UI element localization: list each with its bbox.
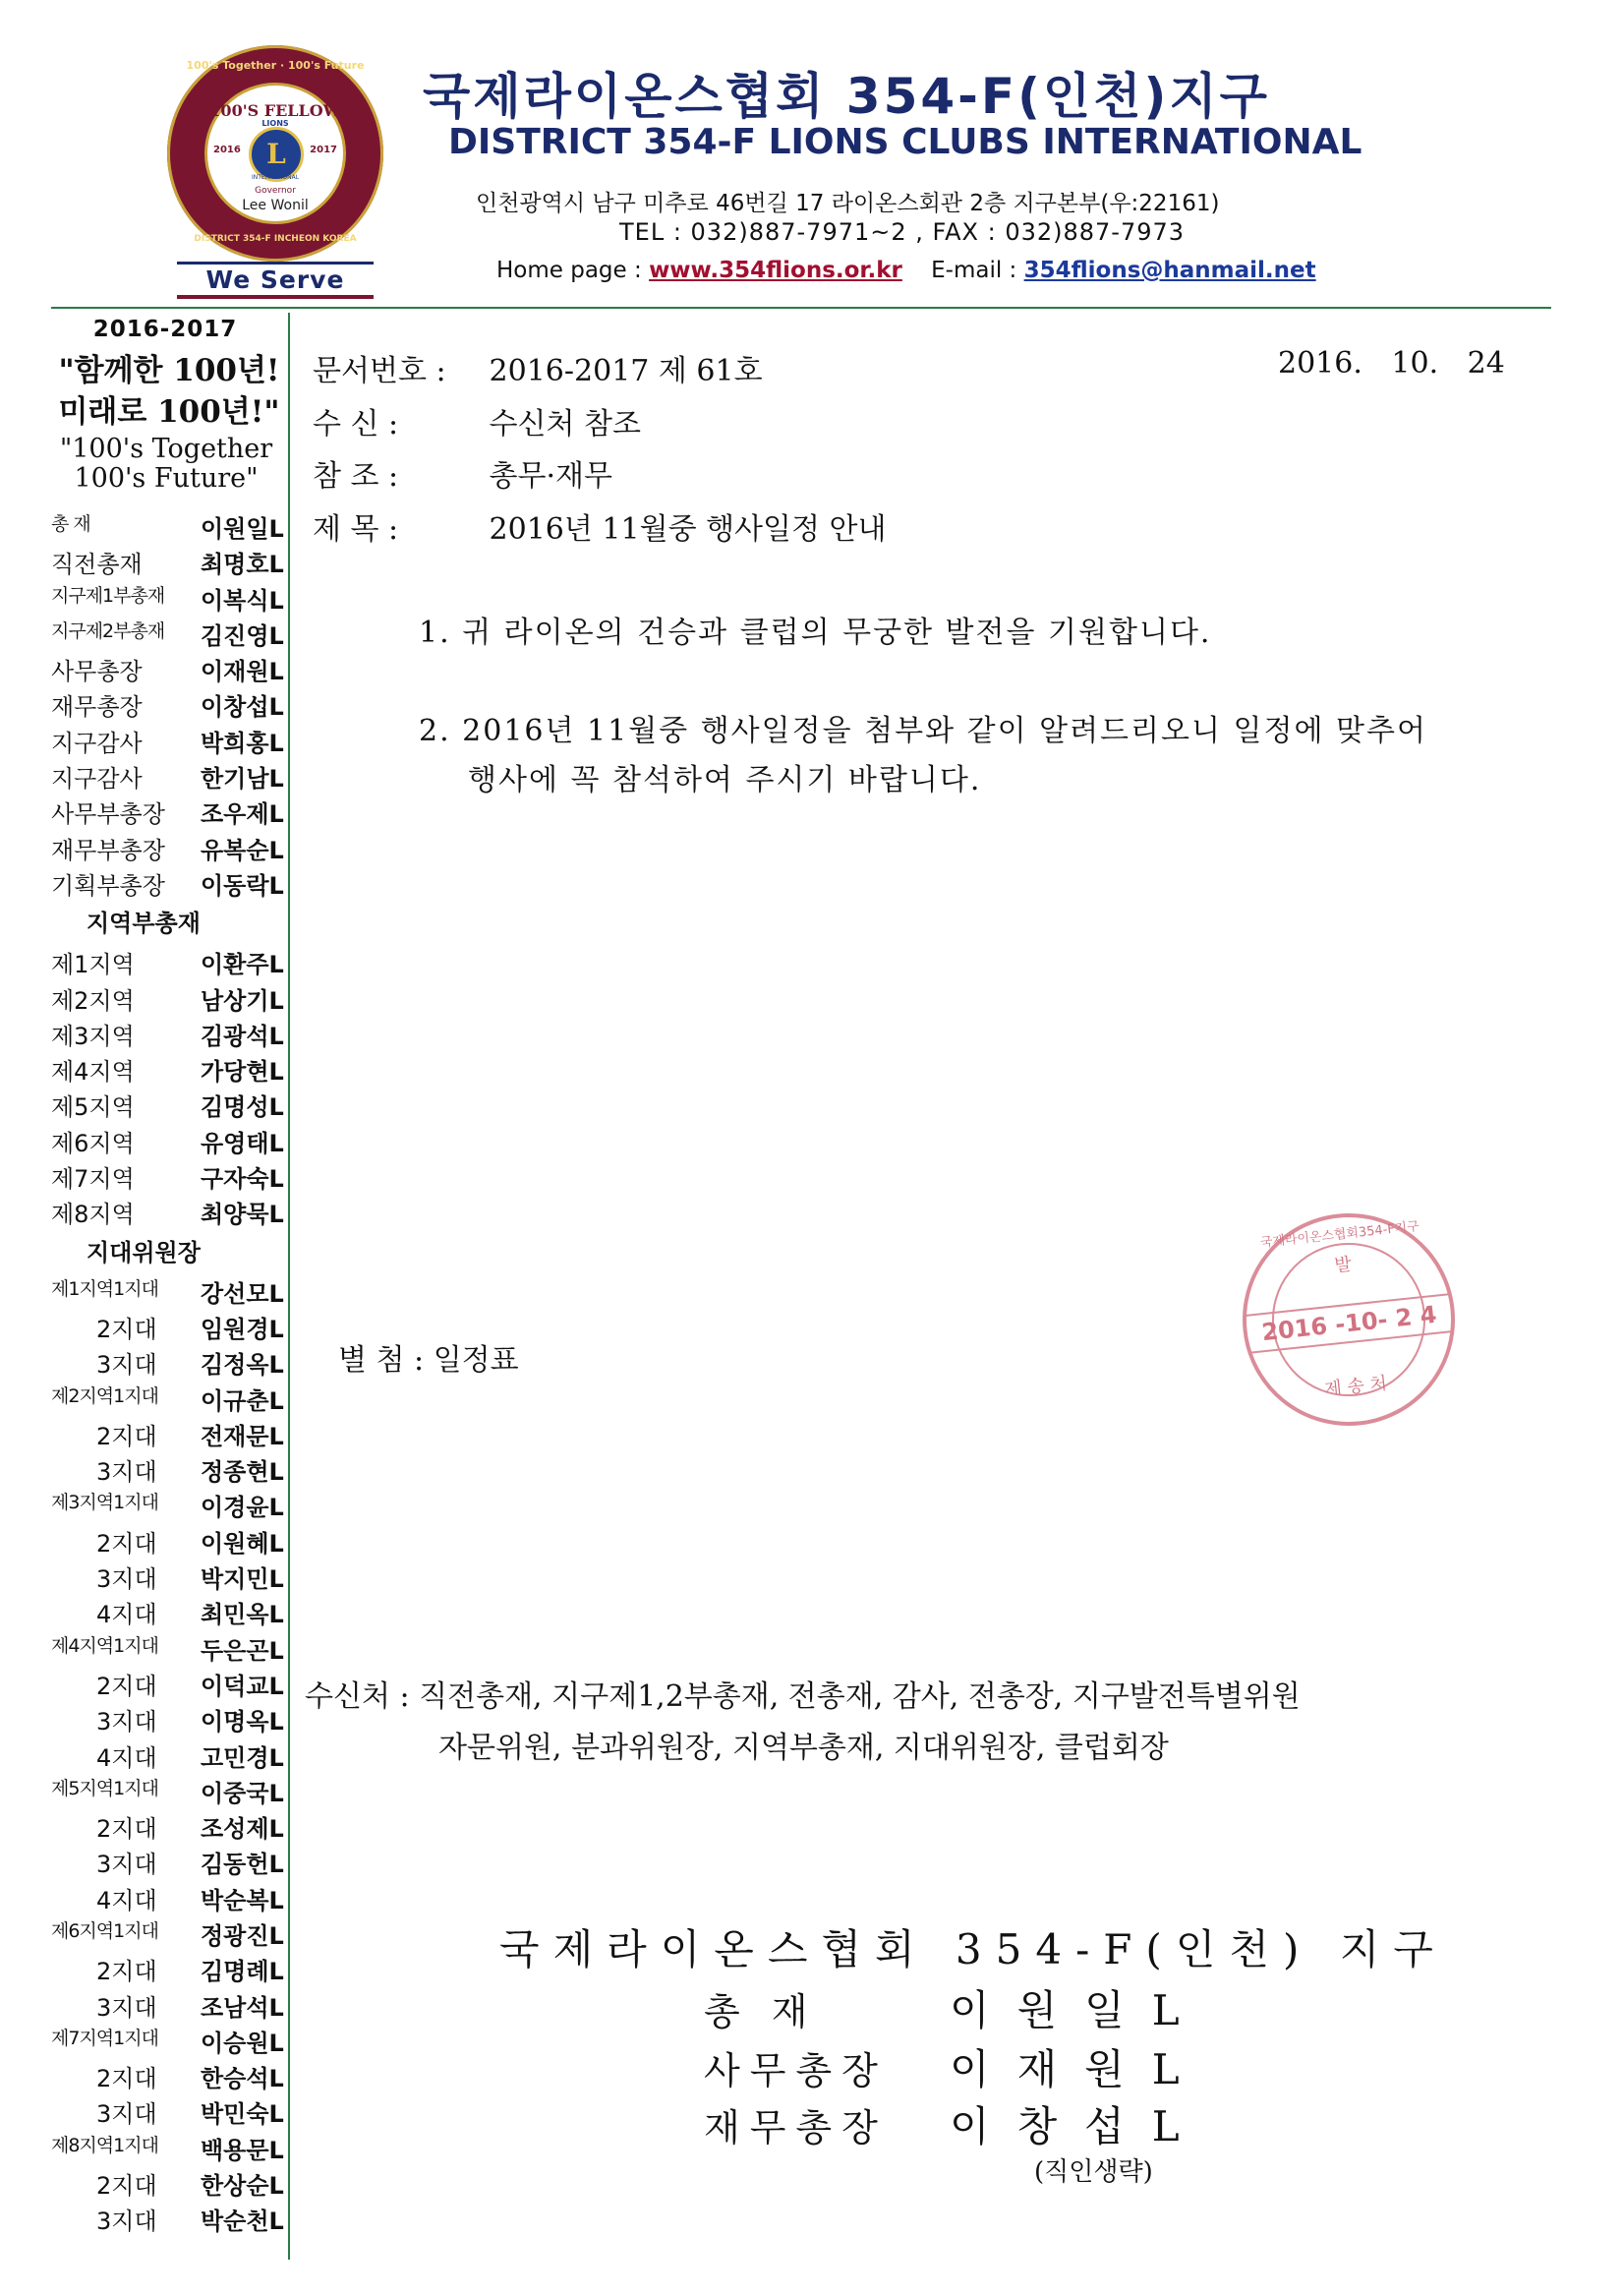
reference-row <box>313 451 887 504</box>
body-paragraph-2-cont: 행사에 꼭 참석하여 주시기 바랍니다. <box>468 763 982 797</box>
roster-name: 이중국L <box>201 1779 284 1807</box>
roster-role: 제5지역 <box>51 1093 135 1122</box>
stamp-org: 국제라이온스협회354-F지구 <box>1259 1219 1420 1251</box>
recipients-label: 수신처 : <box>305 1679 410 1714</box>
roster-role: 지구감사 <box>51 765 143 794</box>
roster-row <box>51 1417 287 1452</box>
reference-label: 참 조 : <box>313 459 399 494</box>
roster-name: 유복순L <box>201 836 284 864</box>
roster-name: 박순천L <box>201 2208 284 2236</box>
roster-role: 제8지역 <box>51 1201 135 1229</box>
roster-name: 이동락L <box>201 871 284 900</box>
roster-name: 강선모L <box>201 1279 284 1308</box>
document-date: 2016. 10. 24 <box>1278 346 1505 381</box>
roster-role: 3지대 <box>96 1351 157 1380</box>
roster-role: 제7지역1지대 <box>51 2027 158 2049</box>
roster-role: 제4지역 <box>51 1058 135 1087</box>
roster-name: 고민경L <box>201 1743 284 1772</box>
roster-name: 조남석L <box>201 1993 284 2022</box>
roster-row <box>51 2166 287 2202</box>
roster-role: 직전총재 <box>51 551 143 579</box>
roster-name: 이원혜L <box>201 1529 284 1558</box>
roster-role: 4지대 <box>96 1886 157 1914</box>
org-tel-fax: TEL : 032)887-7971~2 , FAX : 032)887-7973 <box>619 218 1186 246</box>
stamp-mid: 발 <box>1333 1254 1353 1277</box>
roster-name: 김광석L <box>201 1022 284 1050</box>
roster-row <box>51 1274 287 1310</box>
roster-role: 지구감사 <box>51 729 143 757</box>
roster-role: 제5지역1지대 <box>51 1777 158 1799</box>
signature-row <box>704 2037 1207 2096</box>
recipients-line-2: 자문위원, 분과위원장, 지역부총재, 지대위원장, 클럽회장 <box>438 1731 1169 1765</box>
signature-role: 재무총장 <box>704 2106 888 2149</box>
logo-ring-bottom: DISTRICT 354-F INCHEON KOREA <box>194 234 357 244</box>
body-paragraph-1: 1. 귀 라이온의 건승과 클럽의 무궁한 발전을 기원합니다. <box>419 616 1212 650</box>
roster-row <box>51 1052 287 1088</box>
roster-role: 3지대 <box>96 2100 157 2129</box>
roster-name: 조성제L <box>201 1815 284 1844</box>
org-title-korean: 국제라이온스협회 354-F(인천)지구 <box>423 68 1270 125</box>
roster-row <box>51 1631 287 1667</box>
roster-row <box>51 866 287 902</box>
sidebar-divider <box>288 313 290 2260</box>
doc-number-label: 문서번호 : <box>313 354 446 388</box>
roster-name: 김명성L <box>201 1093 284 1122</box>
roster-role: 2지대 <box>96 1958 157 1986</box>
roster-role: 제3지역1지대 <box>51 1492 158 1514</box>
roster-role: 3지대 <box>96 2208 157 2236</box>
roster-row <box>51 1845 287 1880</box>
roster-role: 2지대 <box>96 1815 157 1844</box>
roster-row <box>51 981 287 1017</box>
roster-role: 사무부총장 <box>51 800 165 829</box>
roster-name: 한기남L <box>201 765 284 794</box>
roster-row <box>51 1159 287 1195</box>
slogan-en-line2: 100's Future" <box>74 463 259 494</box>
header-divider <box>51 307 1551 309</box>
roster-name: 전재문L <box>201 1422 284 1450</box>
logo-governor-label: Governor <box>255 186 296 196</box>
roster-role: 제2지역 <box>51 986 135 1015</box>
roster-row <box>51 1702 287 1737</box>
roster-row <box>51 1774 287 1809</box>
roster-row <box>51 1088 287 1123</box>
document-meta <box>313 346 887 557</box>
roster-row <box>51 1952 287 1987</box>
logo-inner-circle <box>204 83 346 224</box>
doc-number-row <box>313 346 887 399</box>
region-heading: 지역부총재 <box>87 910 201 938</box>
zone-list <box>51 1274 287 2238</box>
roster-name: 이경윤L <box>201 1494 284 1522</box>
roster-row <box>51 509 287 545</box>
signature-name: 이원일L <box>950 1986 1207 2034</box>
region-list <box>51 945 287 1230</box>
roster-name: 이승원L <box>201 2029 284 2057</box>
roster-name: 박희홍L <box>201 729 284 757</box>
roster-role: 2지대 <box>96 1529 157 1558</box>
roster-row <box>51 1595 287 1630</box>
roster-role: 사무총장 <box>51 658 143 686</box>
roster-name: 이환주L <box>201 951 284 979</box>
sidebar-year: 2016-2017 <box>92 317 238 342</box>
we-serve-motto: We Serve <box>177 262 374 299</box>
roster-name: 구자숙L <box>201 1165 284 1194</box>
roster-role: 제2지역1지대 <box>51 1384 158 1407</box>
roster-name: 정광진L <box>201 1921 284 1950</box>
roster-row <box>51 1017 287 1052</box>
roster-role: 2지대 <box>96 2172 157 2201</box>
roster-role: 기획부총장 <box>51 871 165 900</box>
roster-role: 2지대 <box>96 1422 157 1450</box>
roster-row <box>51 1560 287 1595</box>
roster-row <box>51 945 287 980</box>
roster-name: 정종현L <box>201 1458 284 1487</box>
roster-row <box>51 1452 287 1488</box>
subject-value: 2016년 11월중 행사일정 안내 <box>489 511 887 547</box>
roster-role: 제4지역1지대 <box>51 1634 158 1657</box>
roster-name: 김명례L <box>201 1958 284 1986</box>
roster-row <box>51 2202 287 2237</box>
stamp-bottom: 제 송 처 <box>1323 1373 1388 1400</box>
roster-row <box>51 724 287 759</box>
logo-year-left: 2016 <box>213 145 241 155</box>
roster-role: 4지대 <box>96 1743 157 1772</box>
signature-role: 사무총장 <box>704 2049 888 2092</box>
roster-row <box>51 831 287 866</box>
roster-name: 백용문L <box>201 2136 284 2164</box>
roster-row <box>51 1310 287 1345</box>
roster-row <box>51 1988 287 2024</box>
roster-role: 3지대 <box>96 1458 157 1487</box>
roster-role: 제1지역1지대 <box>51 1277 158 1300</box>
email-label: E-mail : <box>931 258 1017 283</box>
recipient-row <box>313 399 887 452</box>
roster-row <box>51 2059 287 2094</box>
roster-name: 박지민L <box>201 1565 284 1594</box>
roster-row <box>51 545 287 580</box>
org-web-contact <box>496 258 1316 283</box>
roster-role: 지구제1부총재 <box>51 584 165 607</box>
logo-year-right: 2017 <box>310 145 337 155</box>
org-address: 인천광역시 남구 미추로 46번길 17 라이온스회관 2층 지구본부(우:22161) <box>476 191 1220 216</box>
roster-role: 2지대 <box>96 1672 157 1700</box>
roster-role: 제6지역1지대 <box>51 1919 158 1942</box>
roster-name: 임원경L <box>201 1315 284 1343</box>
roster-name: 남상기L <box>201 986 284 1015</box>
roster-name: 이창섭L <box>201 693 284 722</box>
roster-name: 박순복L <box>201 1886 284 1914</box>
roster-name: 이재원L <box>201 658 284 686</box>
attachment-label: 별 첨 : <box>338 1343 425 1378</box>
signature-org: 국제라이온스협회 354-F(인천) 지구 <box>499 1925 1447 1973</box>
subject-row <box>313 504 887 558</box>
homepage-link[interactable]: www.354flions.or.kr <box>649 258 902 283</box>
roster-role: 2지대 <box>96 2065 157 2093</box>
roster-row <box>51 1738 287 1774</box>
officer-list <box>51 509 287 902</box>
roster-role: 2지대 <box>96 1315 157 1343</box>
roster-name: 최양묵L <box>201 1201 284 1229</box>
sidebar-slogan-korean <box>51 350 287 433</box>
roster-role: 지구제2부총재 <box>51 619 165 642</box>
roster-row <box>51 1488 287 1523</box>
attachment-line <box>338 1335 519 1379</box>
roster-role: 제6지역 <box>51 1129 135 1157</box>
roster-role: 3지대 <box>96 1851 157 1879</box>
recipient-value: 수신처 참조 <box>489 406 641 442</box>
signature-row <box>704 2094 1207 2153</box>
roster-row <box>51 1667 287 1702</box>
logo-fellow-text: 100'S FELLOW <box>209 101 341 120</box>
roster-role: 4지대 <box>96 1601 157 1629</box>
slogan-ko-line1: "함께한 100년! <box>58 353 280 388</box>
logo-governor-name: Lee Wonil <box>242 198 309 213</box>
org-title-english: DISTRICT 354-F LIONS CLUBS INTERNATIONAL <box>448 122 1362 162</box>
roster-row <box>51 759 287 795</box>
roster-row <box>51 1124 287 1159</box>
subject-label: 제 목 : <box>313 511 399 547</box>
recipient-label: 수 신 : <box>313 406 399 442</box>
dispatch-stamp <box>1232 1203 1465 1436</box>
roster-name: 김진영L <box>201 621 284 650</box>
slogan-en-line1: "100's Together <box>59 434 273 464</box>
roster-name: 최민옥L <box>201 1601 284 1629</box>
roster-row <box>51 1916 287 1952</box>
roster-role: 재무부총장 <box>51 836 165 864</box>
roster-row <box>51 795 287 830</box>
roster-name: 한승석L <box>201 2065 284 2093</box>
roster-row <box>51 1881 287 1916</box>
stamp-date: 2016 -10- 2 4 <box>1246 1293 1453 1354</box>
body-paragraph-2: 2. 2016년 11월중 행사일정을 첨부와 같이 알려드리오니 일정에 맞추어 <box>419 714 1427 748</box>
roster-row <box>51 2094 287 2130</box>
roster-row <box>51 1809 287 1845</box>
zone-heading: 지대위원장 <box>87 1238 201 1266</box>
roster-name: 한상순L <box>201 2172 284 2201</box>
roster-name: 최명호L <box>201 551 284 579</box>
roster-role: 3지대 <box>96 1565 157 1594</box>
roster-name: 이명옥L <box>201 1708 284 1737</box>
roster-row <box>51 581 287 617</box>
roster-row <box>51 652 287 687</box>
roster-name: 조우제L <box>201 800 284 829</box>
recipients-value-1: 직전총재, 지구제1,2부총재, 전총재, 감사, 전총장, 지구발전특별위원 <box>419 1679 1301 1714</box>
doc-number-value: 2016-2017 제 61호 <box>489 354 763 388</box>
roster-role: 총 재 <box>51 513 90 535</box>
roster-name: 박민숙L <box>201 2100 284 2129</box>
roster-name: 이복식L <box>201 586 284 615</box>
roster-row <box>51 1382 287 1417</box>
homepage-label: Home page : <box>496 258 642 283</box>
roster-name: 이원일L <box>201 515 284 543</box>
roster-row <box>51 2024 287 2059</box>
roster-name: 두은곤L <box>201 1636 284 1665</box>
roster-name: 이규춘L <box>201 1386 284 1415</box>
roster-name: 김동헌L <box>201 1851 284 1879</box>
roster-role: 3지대 <box>96 1708 157 1737</box>
lions-emblem-icon: L <box>249 127 304 182</box>
roster-name: 유영태L <box>201 1129 284 1157</box>
roster-row <box>51 1345 287 1381</box>
seal-omitted-note: (직인생략) <box>1034 2157 1153 2187</box>
roster-row <box>51 1195 287 1230</box>
roster-role: 제3지역 <box>51 1022 135 1050</box>
email-link[interactable]: 354flions@hanmail.net <box>1023 258 1316 283</box>
roster-row <box>51 1524 287 1560</box>
roster-name: 김정옥L <box>201 1351 284 1380</box>
slogan-ko-line2: 미래로 100년!" <box>58 394 280 430</box>
roster-role: 재무총장 <box>51 693 143 722</box>
roster-role: 제8지역1지대 <box>51 2134 158 2156</box>
roster-row <box>51 617 287 652</box>
roster-name: 이덕교L <box>201 1672 284 1700</box>
logo-emblem-bottom: INTERNATIONAL <box>251 174 300 181</box>
roster-role: 제7지역 <box>51 1165 135 1194</box>
roster-row <box>51 687 287 723</box>
signature-name: 이재원L <box>950 2045 1207 2093</box>
attachment-value: 일정표 <box>433 1343 519 1378</box>
roster-role: 제1지역 <box>51 951 135 979</box>
officer-roster <box>51 509 287 2238</box>
recipients-line-1 <box>305 1672 1301 1715</box>
logo-emblem-top: LIONS <box>261 119 289 128</box>
roster-row <box>51 2131 287 2166</box>
district-logo <box>167 45 383 262</box>
signature-name: 이창섭L <box>950 2102 1207 2150</box>
reference-value: 총무·재무 <box>489 459 613 494</box>
logo-ring-top: 100's Together · 100's Future <box>186 59 365 72</box>
roster-role: 3지대 <box>96 1993 157 2022</box>
sidebar-slogan-english <box>45 435 287 494</box>
signature-row <box>704 1978 1207 2037</box>
roster-name: 가당현L <box>201 1058 284 1087</box>
signature-role: 총 재 <box>704 1990 818 2033</box>
